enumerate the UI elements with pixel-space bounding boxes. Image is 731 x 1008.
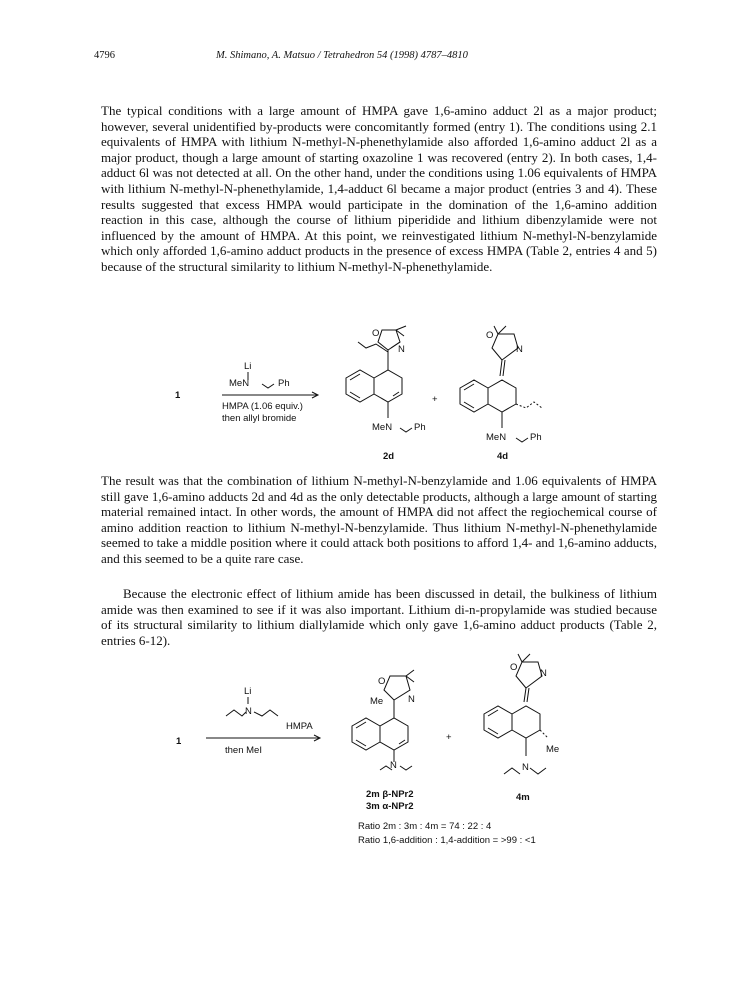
oxazoline2-n-label: N xyxy=(516,344,523,355)
oxazoline-n-label: N xyxy=(398,344,405,355)
compound-4d: 4d xyxy=(497,451,509,462)
compound-3m: 3m α-NPr2 xyxy=(366,801,414,812)
oxazoline-o-label-2: O xyxy=(378,676,386,687)
condition-allyl: then allyl bromide xyxy=(222,413,297,424)
reagent-n-2: N xyxy=(245,706,252,717)
reagent-amine: MeN xyxy=(229,378,250,389)
paragraph-1-text: The typical conditions with a large amount of HMPA gave 1,6-amino adduct 2l as a major product; however, several unidentified by-products were concomitantly formed (entry 1). The conditions using 2.1 equivalents of HMPA with lithium N-methyl-N-phenethylamide also afforded 1,6-amino adduct 2l as a major product, though a large amount of starting oxazoline 1 was recovered (entry 2). In both cases, 1,4-adduct 6l was not detected at all. On the other hand, under the conditions using 1.06 equivalents of HMPA with lithium N-methyl-N-phenethylamide, 1,4-adduct 6l became a major product (entries 3 and 4). These results suggested that excess HMPA would participate in the domination of the 1,6-amino addition reaction in this case, although the course of lithium piperidide and lithium dibenzylamide were not influenced by the amount of HMPA. At this point, we reinvestigated lithium N-methyl-N-benzylamide which only afforded 1,6-amino adduct products in the presence of excess HMPA (Table 2, entries 4 and 5) because of the structural similarity to lithium N-methyl-N-phenethylamide. xyxy=(101,103,657,274)
oxazoline-n-label-3: N xyxy=(540,668,547,679)
oxazoline-o-label: O xyxy=(372,328,380,339)
ratio-line-1: Ratio 2m : 3m : 4m = 74 : 22 : 4 xyxy=(358,821,492,832)
condition-hmpa-2: HMPA xyxy=(286,721,313,732)
reagent-li: Li xyxy=(244,361,252,372)
me-label-2: Me xyxy=(546,744,560,755)
compound-2d: 2d xyxy=(383,451,395,462)
paragraph-3-text: Because the electronic effect of lithium amide has been discussed in detail, the bulkiness of lithium amide was then examined to see if it was also important. Lithium di-n-propylamide was studied because of its structural similarity to lithium diallylamide which only gave 1,6-amino adduct products (Table 2, entries 6-12). xyxy=(101,586,657,648)
plus-sign: + xyxy=(432,394,438,405)
condition-mei: then MeI xyxy=(225,745,262,756)
compound-4m: 4m xyxy=(516,792,530,803)
substrate-label-2: 1 xyxy=(176,736,182,747)
oxazoline-n-label-2: N xyxy=(408,694,415,705)
oxazoline-o-label-3: O xyxy=(510,662,518,673)
ratio-line-2: Ratio 1,6-addition : 1,4-addition = >99 : <1 xyxy=(358,835,536,846)
product1-amine: MeN xyxy=(372,422,393,433)
substrate-label: 1 xyxy=(175,390,181,401)
product2-amine: MeN xyxy=(486,432,507,443)
amine-n-label-1: N xyxy=(390,760,397,771)
oxazoline2-o-label: O xyxy=(486,330,494,341)
condition-hmpa: HMPA (1.06 equiv.) xyxy=(222,401,303,412)
page-number: 4796 xyxy=(94,50,115,61)
amine-n-label-2: N xyxy=(522,762,529,773)
reagent-ph: Ph xyxy=(278,378,290,389)
me-label-1: Me xyxy=(370,696,384,707)
reagent-li-2: Li xyxy=(244,686,252,697)
compound-2m: 2m β-NPr2 xyxy=(366,789,414,800)
product2-ph: Ph xyxy=(530,432,542,443)
plus-sign-2: + xyxy=(446,732,452,743)
paragraph-2-text: The result was that the combination of lithium N-methyl-N-benzylamide and 1.06 equivalents of HMPA still gave 1,6-amino adducts 2d and 4d as the only detectable products, although a large amount of starting material remained intact. In other words, the amount of HMPA did not affect the regiochemical course of amino addition reaction to lithium N-methyl-N-benzylamide. Thus lithium N-methyl-N-phenethylamide seemed to take a middle position where it could attack both positions to afford 1,4- and 1,6-amino adducts, and this seemed to be a quite rare case. xyxy=(101,473,657,566)
product1-ph: Ph xyxy=(414,422,426,433)
running-head: M. Shimano, A. Matsuo / Tetrahedron 54 (1998) 4787–4810 xyxy=(216,50,468,61)
